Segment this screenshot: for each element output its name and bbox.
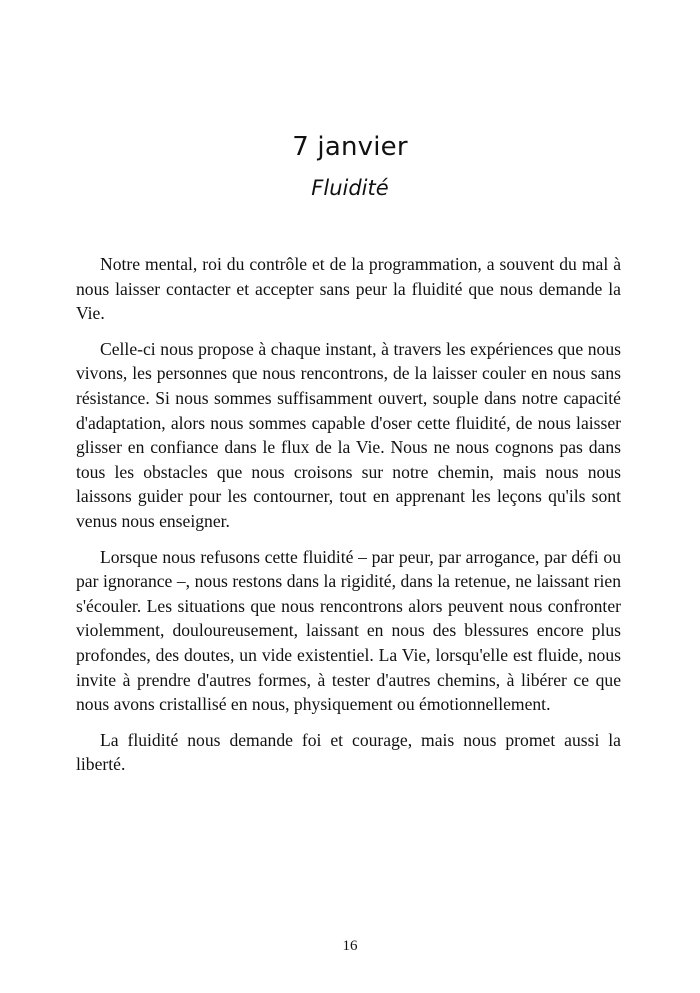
- paragraph-1: Notre mental, roi du contrôle et de la programmation, a souvent du mal à nous laisser contacter et accepter sans peur la fluidité que nous demande la Vie.: [76, 254, 621, 324]
- page-title: 7 janvier: [292, 132, 408, 162]
- page-subtitle: Fluidité: [311, 176, 389, 200]
- paragraph-4: La fluidité nous demande foi et courage, mais nous promet aussi la liberté.: [76, 729, 621, 775]
- paragraph-3: Lorsque nous refusons cette fluidité – par peur, par arrogance, par défi ou par ignorance –, nous restons dans la rigidité, dans la retenue, ne laissant rien s'écouler. Les situations que nous rencontrons alors peuvent nous confronter violemment, douloureusement, laissant en nous des blessures encore plus profondes, des doutes, un vide existentiel. La Vie, lorsqu'elle est fluide, nous invite à prendre d'autres formes, à tester d'autres chemins, à libérer ce que nous avons cristallisé en nous, physiquement ou émotionnellement.: [76, 546, 621, 715]
- body-text: [76, 252, 621, 788]
- paragraph-2: Celle-ci nous propose à chaque instant, à travers les expériences que nous vivons, les personnes que nous rencontrons, de la laisser couler en nous sans résistance. Si nous sommes suffisamment ouvert, souple dans notre capacité d'adaptation, alors nous sommes capable d'oser cette fluidité, de nous laisser glisser en confiance dans le flux de la Vie. Nous ne nous cognons pas dans tous les obstacles que nous croisons sur notre chemin, mais nous nous laissons guider pour les contourner, tout en apprenant les leçons qu'ils sont venus nous enseigner.: [76, 338, 621, 531]
- page-number: 16: [342, 938, 358, 954]
